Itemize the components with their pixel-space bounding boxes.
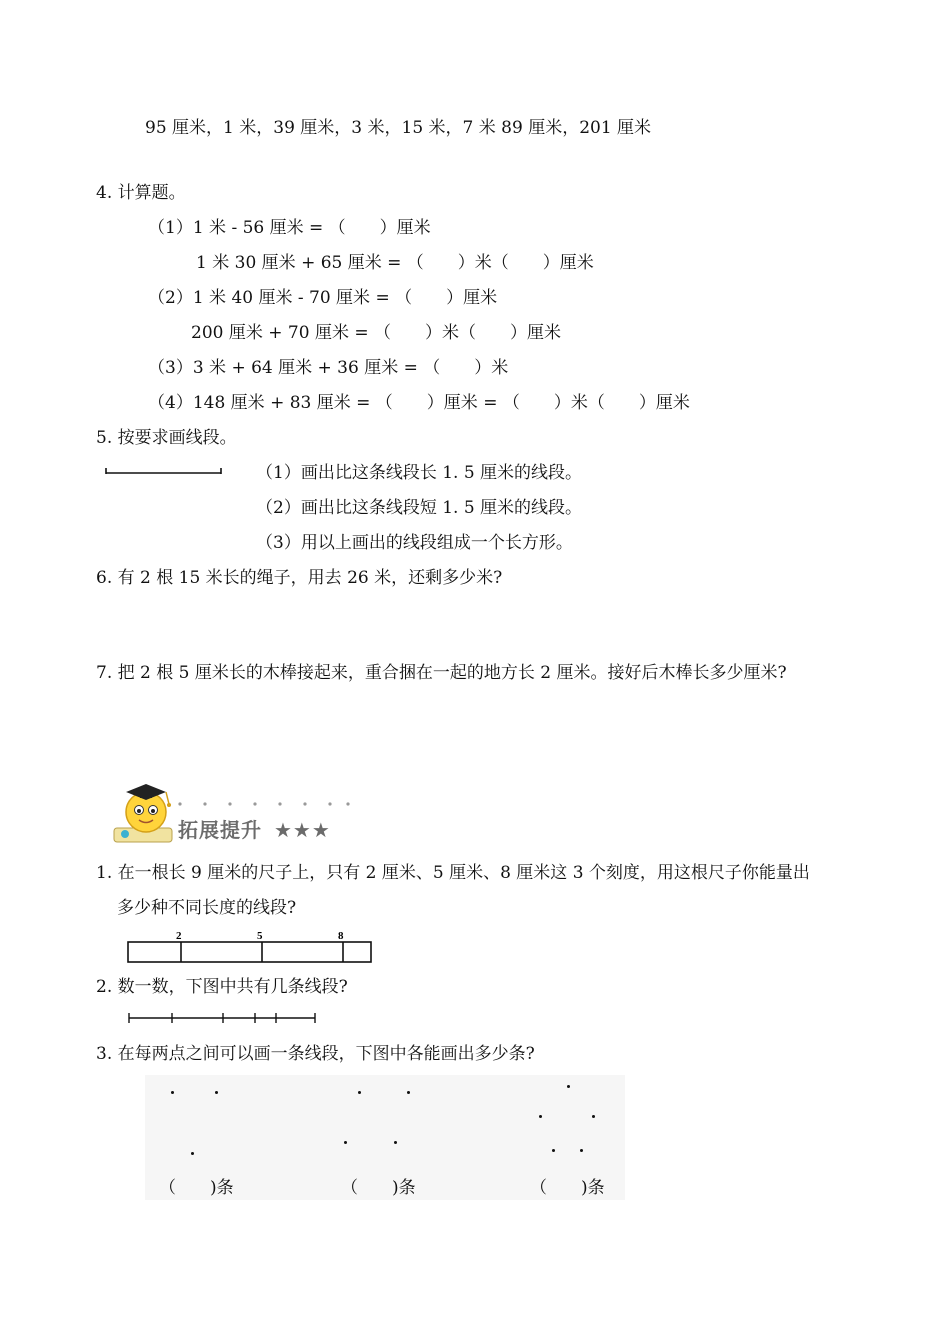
q6-question: 6. 有 2 根 15 米长的绳子，用去 26 米，还剩多少米? — [96, 568, 503, 588]
ext3-answer-2: （ )条 — [341, 1178, 416, 1198]
q7-question: 7. 把 2 根 5 厘米长的木棒接起来，重合捆在一起的地方长 2 厘米。接好后木棒长多少厘米? — [96, 663, 787, 683]
ext1-question-line1: 1. 在一根长 9 厘米的尺子上，只有 2 厘米、5 厘米、8 厘米这 3 个刻度，用这根尺子你能量出 — [96, 863, 810, 883]
q4-line-2: 1 米 30 厘米 + 65 厘米 = （ ）米（ ）厘米 — [196, 253, 594, 273]
point — [394, 1141, 397, 1144]
point — [215, 1091, 218, 1094]
q4-line-1: （1）1 米 - 56 厘米 = （ ）厘米 — [148, 218, 431, 238]
point — [567, 1085, 570, 1088]
q5-reference-segment — [100, 462, 228, 478]
q4-line-6: （4）148 厘米 + 83 厘米 = （ ）厘米 = （ ）米（ ）厘米 — [148, 393, 690, 413]
ruler-label-2: 2 — [176, 930, 182, 942]
ruler-label-8: 8 — [338, 930, 344, 942]
q4-line-5: （3）3 米 + 64 厘米 + 36 厘米 = （ ）米 — [148, 358, 509, 378]
point — [358, 1091, 361, 1094]
section-stars: ★★★ — [273, 818, 331, 842]
ext3-answer-1: （ )条 — [159, 1178, 234, 1198]
point — [552, 1149, 555, 1152]
point — [539, 1115, 542, 1118]
point — [592, 1115, 595, 1118]
ext3-point-diagrams — [145, 1075, 625, 1200]
ext1-question-line2: 多少种不同长度的线段? — [117, 898, 297, 918]
q4-title: 4. 计算题。 — [96, 183, 186, 203]
section-title: 拓展提升 — [178, 818, 262, 842]
ruler-label-5: 5 — [257, 930, 263, 942]
ext1-ruler — [120, 926, 380, 966]
q5-title: 5. 按要求画线段。 — [96, 428, 237, 448]
ext3-question: 3. 在每两点之间可以画一条线段，下图中各能画出多少条? — [96, 1044, 535, 1064]
ext2-question: 2. 数一数，下图中共有几条线段? — [96, 977, 348, 997]
point — [344, 1141, 347, 1144]
top-length-list: 95 厘米，1 米，39 厘米，3 米，15 米，7 米 89 厘米，201 厘米 — [145, 118, 652, 138]
point — [171, 1091, 174, 1094]
point — [580, 1149, 583, 1152]
ext3-answer-3: （ )条 — [530, 1178, 605, 1198]
q5-item-3: （3）用以上画出的线段组成一个长方形。 — [256, 533, 573, 553]
ext2-segment-diagram — [124, 1010, 324, 1026]
q4-line-4: 200 厘米 + 70 厘米 = （ ）米（ ）厘米 — [191, 323, 561, 343]
section-heading — [178, 814, 331, 843]
q4-line-3: （2）1 米 40 厘米 - 70 厘米 = （ ）厘米 — [148, 288, 498, 308]
point — [191, 1152, 194, 1155]
q5-item-2: （2）画出比这条线段短 1. 5 厘米的线段。 — [256, 498, 583, 518]
q5-item-1: （1）画出比这条线段长 1. 5 厘米的线段。 — [256, 463, 583, 483]
point — [407, 1091, 410, 1094]
